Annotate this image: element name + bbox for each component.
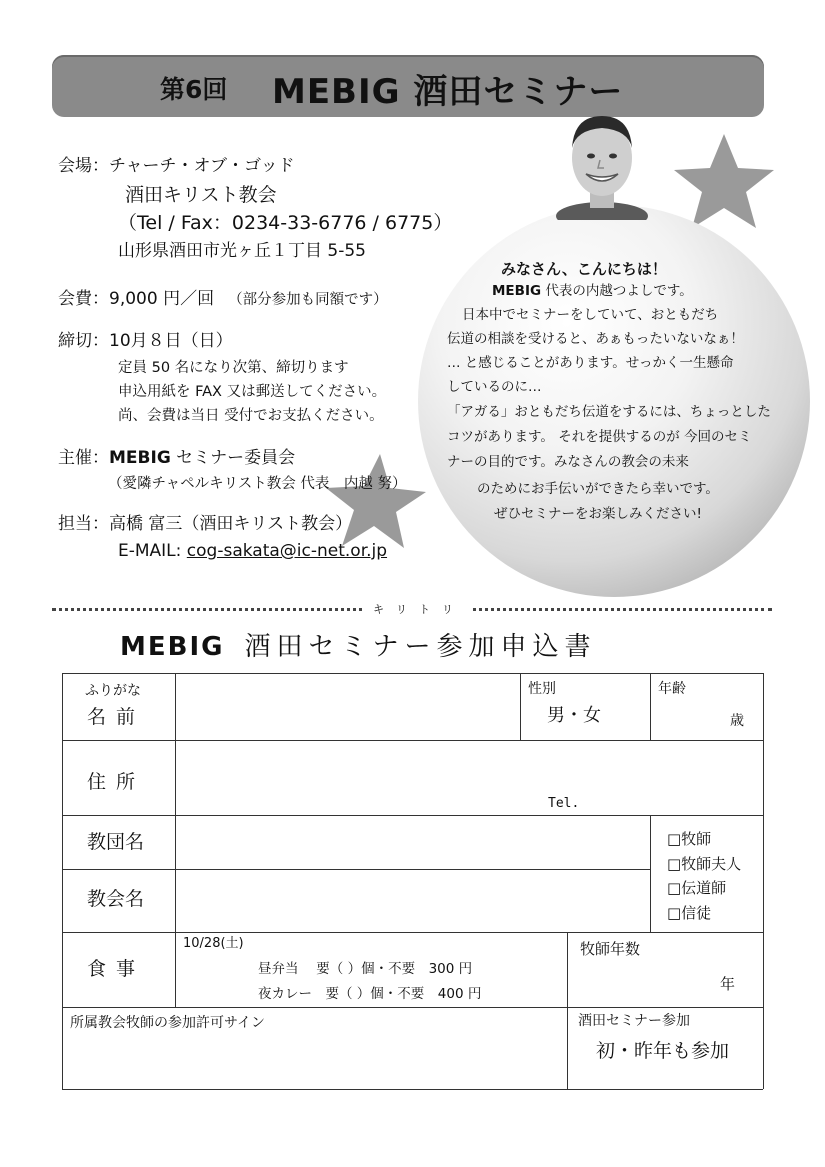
deadline-note: 定員 50 名になり次第、締切ります bbox=[118, 360, 349, 376]
meal-label: 食事 bbox=[87, 958, 146, 980]
contact-line bbox=[58, 516, 352, 533]
form-title bbox=[120, 626, 596, 663]
deadline-note: 尚、会費は当日 受付でお支払ください。 bbox=[118, 408, 384, 424]
message-line: しているのに… bbox=[447, 379, 542, 395]
message-line: ぜひセミナーをお楽しみください! bbox=[494, 506, 702, 522]
church-field[interactable] bbox=[190, 880, 640, 924]
brand-name: MEBIG bbox=[109, 448, 171, 468]
form-title-text: 酒田セミナー参加申込書 bbox=[244, 632, 597, 662]
message-text: 代表の内越つよしです。 bbox=[541, 283, 693, 299]
message-line: … と感じることがあります。せっかく一生懸命 bbox=[447, 355, 734, 371]
message-line: ナーの目的です。みなさんの教会の未来 bbox=[447, 454, 689, 470]
tel-label: Tel. bbox=[548, 796, 580, 811]
message-line: 日本中でセミナーをしていて、おともだち bbox=[462, 307, 719, 323]
contact-name: 高橋 富三（酒田キリスト教会） bbox=[109, 514, 353, 534]
edition-label: 第6回 bbox=[160, 75, 228, 104]
speaker-photo bbox=[554, 108, 650, 220]
gender-options[interactable]: 男・女 bbox=[547, 705, 601, 726]
organizer-label: 主催： bbox=[58, 448, 109, 468]
role-checkbox-pastor-wife[interactable]: □牧師夫人 bbox=[667, 855, 742, 873]
fee-label: 会費： bbox=[58, 289, 109, 309]
message-line: 「アガる」おともだち伝道をするには、ちょっとした bbox=[447, 404, 771, 420]
address-field[interactable] bbox=[190, 748, 750, 788]
signature-field[interactable] bbox=[70, 1036, 560, 1084]
lunch-option[interactable]: 昼弁当 要（ ）個・不要 300 円 bbox=[258, 961, 473, 977]
email-label: E-MAIL: bbox=[118, 541, 187, 561]
venue-label: 会場： bbox=[58, 156, 109, 176]
message-line: 伝道の相談を受けると、あぁもったいないなぁ！ bbox=[447, 331, 744, 347]
fee-line bbox=[58, 291, 388, 308]
attend-options[interactable]: 初・昨年も参加 bbox=[596, 1040, 730, 1062]
name-field[interactable] bbox=[190, 690, 510, 734]
role-checkbox-evangelist[interactable]: □伝道師 bbox=[667, 879, 727, 897]
church-label: 教会名 bbox=[87, 888, 145, 910]
furigana-label: ふりがな bbox=[85, 683, 141, 699]
venue-telfax: （Tel / Fax：0234-33-6776 / 6775） bbox=[118, 212, 453, 234]
fee-value: 9,000 円／回 bbox=[109, 289, 215, 309]
pastor-years-label: 牧師年数 bbox=[580, 940, 641, 958]
denomination-field[interactable] bbox=[190, 825, 640, 863]
deadline-label: 締切： bbox=[58, 331, 109, 351]
message-line bbox=[492, 285, 693, 299]
attend-label: 酒田セミナー参加 bbox=[578, 1013, 690, 1029]
brand-name: MEBIG bbox=[120, 632, 225, 662]
venue-church: 酒田キリスト教会 bbox=[125, 184, 277, 206]
message-line: コツがあります。 それを提供するのが 今回のセミ bbox=[447, 429, 752, 445]
committee-name: セミナー委員会 bbox=[170, 448, 296, 468]
dinner-option[interactable]: 夜カレー 要（ ）個・不要 400 円 bbox=[258, 986, 482, 1002]
role-checkbox-pastor[interactable]: □牧師 bbox=[667, 830, 712, 848]
name-label: 名前 bbox=[87, 706, 146, 728]
deadline-date: 10月８日（日） bbox=[109, 331, 233, 351]
deadline-line bbox=[58, 333, 233, 350]
page-title: MEBIG 酒田セミナー bbox=[272, 72, 624, 112]
email-link[interactable]: cog-sakata@ic-net.or.jp bbox=[186, 541, 388, 561]
deadline-note: 申込用紙を FAX 又は郵送してください。 bbox=[118, 384, 387, 400]
contact-label: 担当： bbox=[58, 514, 109, 534]
years-unit: 年 bbox=[720, 975, 736, 993]
message-line: のためにお手伝いができたら幸いです。 bbox=[477, 481, 719, 497]
venue-address: 山形県酒田市光ヶ丘１丁目 5-55 bbox=[118, 241, 366, 261]
greeting: みなさん、こんにちは！ bbox=[501, 260, 667, 278]
denomination-label: 教団名 bbox=[87, 831, 145, 853]
cut-label: キリトリ bbox=[365, 601, 473, 617]
meal-date: 10/28(土) bbox=[183, 936, 244, 951]
address-label: 住所 bbox=[87, 771, 146, 793]
role-checkbox-believer[interactable]: □信徒 bbox=[667, 904, 712, 922]
brand-name: MEBIG bbox=[492, 283, 542, 299]
organizer-line bbox=[58, 450, 295, 467]
venue-line bbox=[58, 158, 295, 175]
fee-note: （部分参加も同額です） bbox=[228, 292, 388, 308]
organizer-detail: （愛隣チャペルキリスト教会 代表 内越 努） bbox=[108, 476, 407, 492]
age-unit: 歳 bbox=[730, 713, 744, 729]
permission-label: 所属教会牧師の参加許可サイン bbox=[70, 1015, 266, 1031]
venue-name: チャーチ・オブ・ゴッド bbox=[109, 156, 295, 176]
gender-label: 性別 bbox=[528, 681, 556, 697]
email-line bbox=[118, 543, 387, 560]
age-label: 年齢 bbox=[658, 681, 686, 697]
